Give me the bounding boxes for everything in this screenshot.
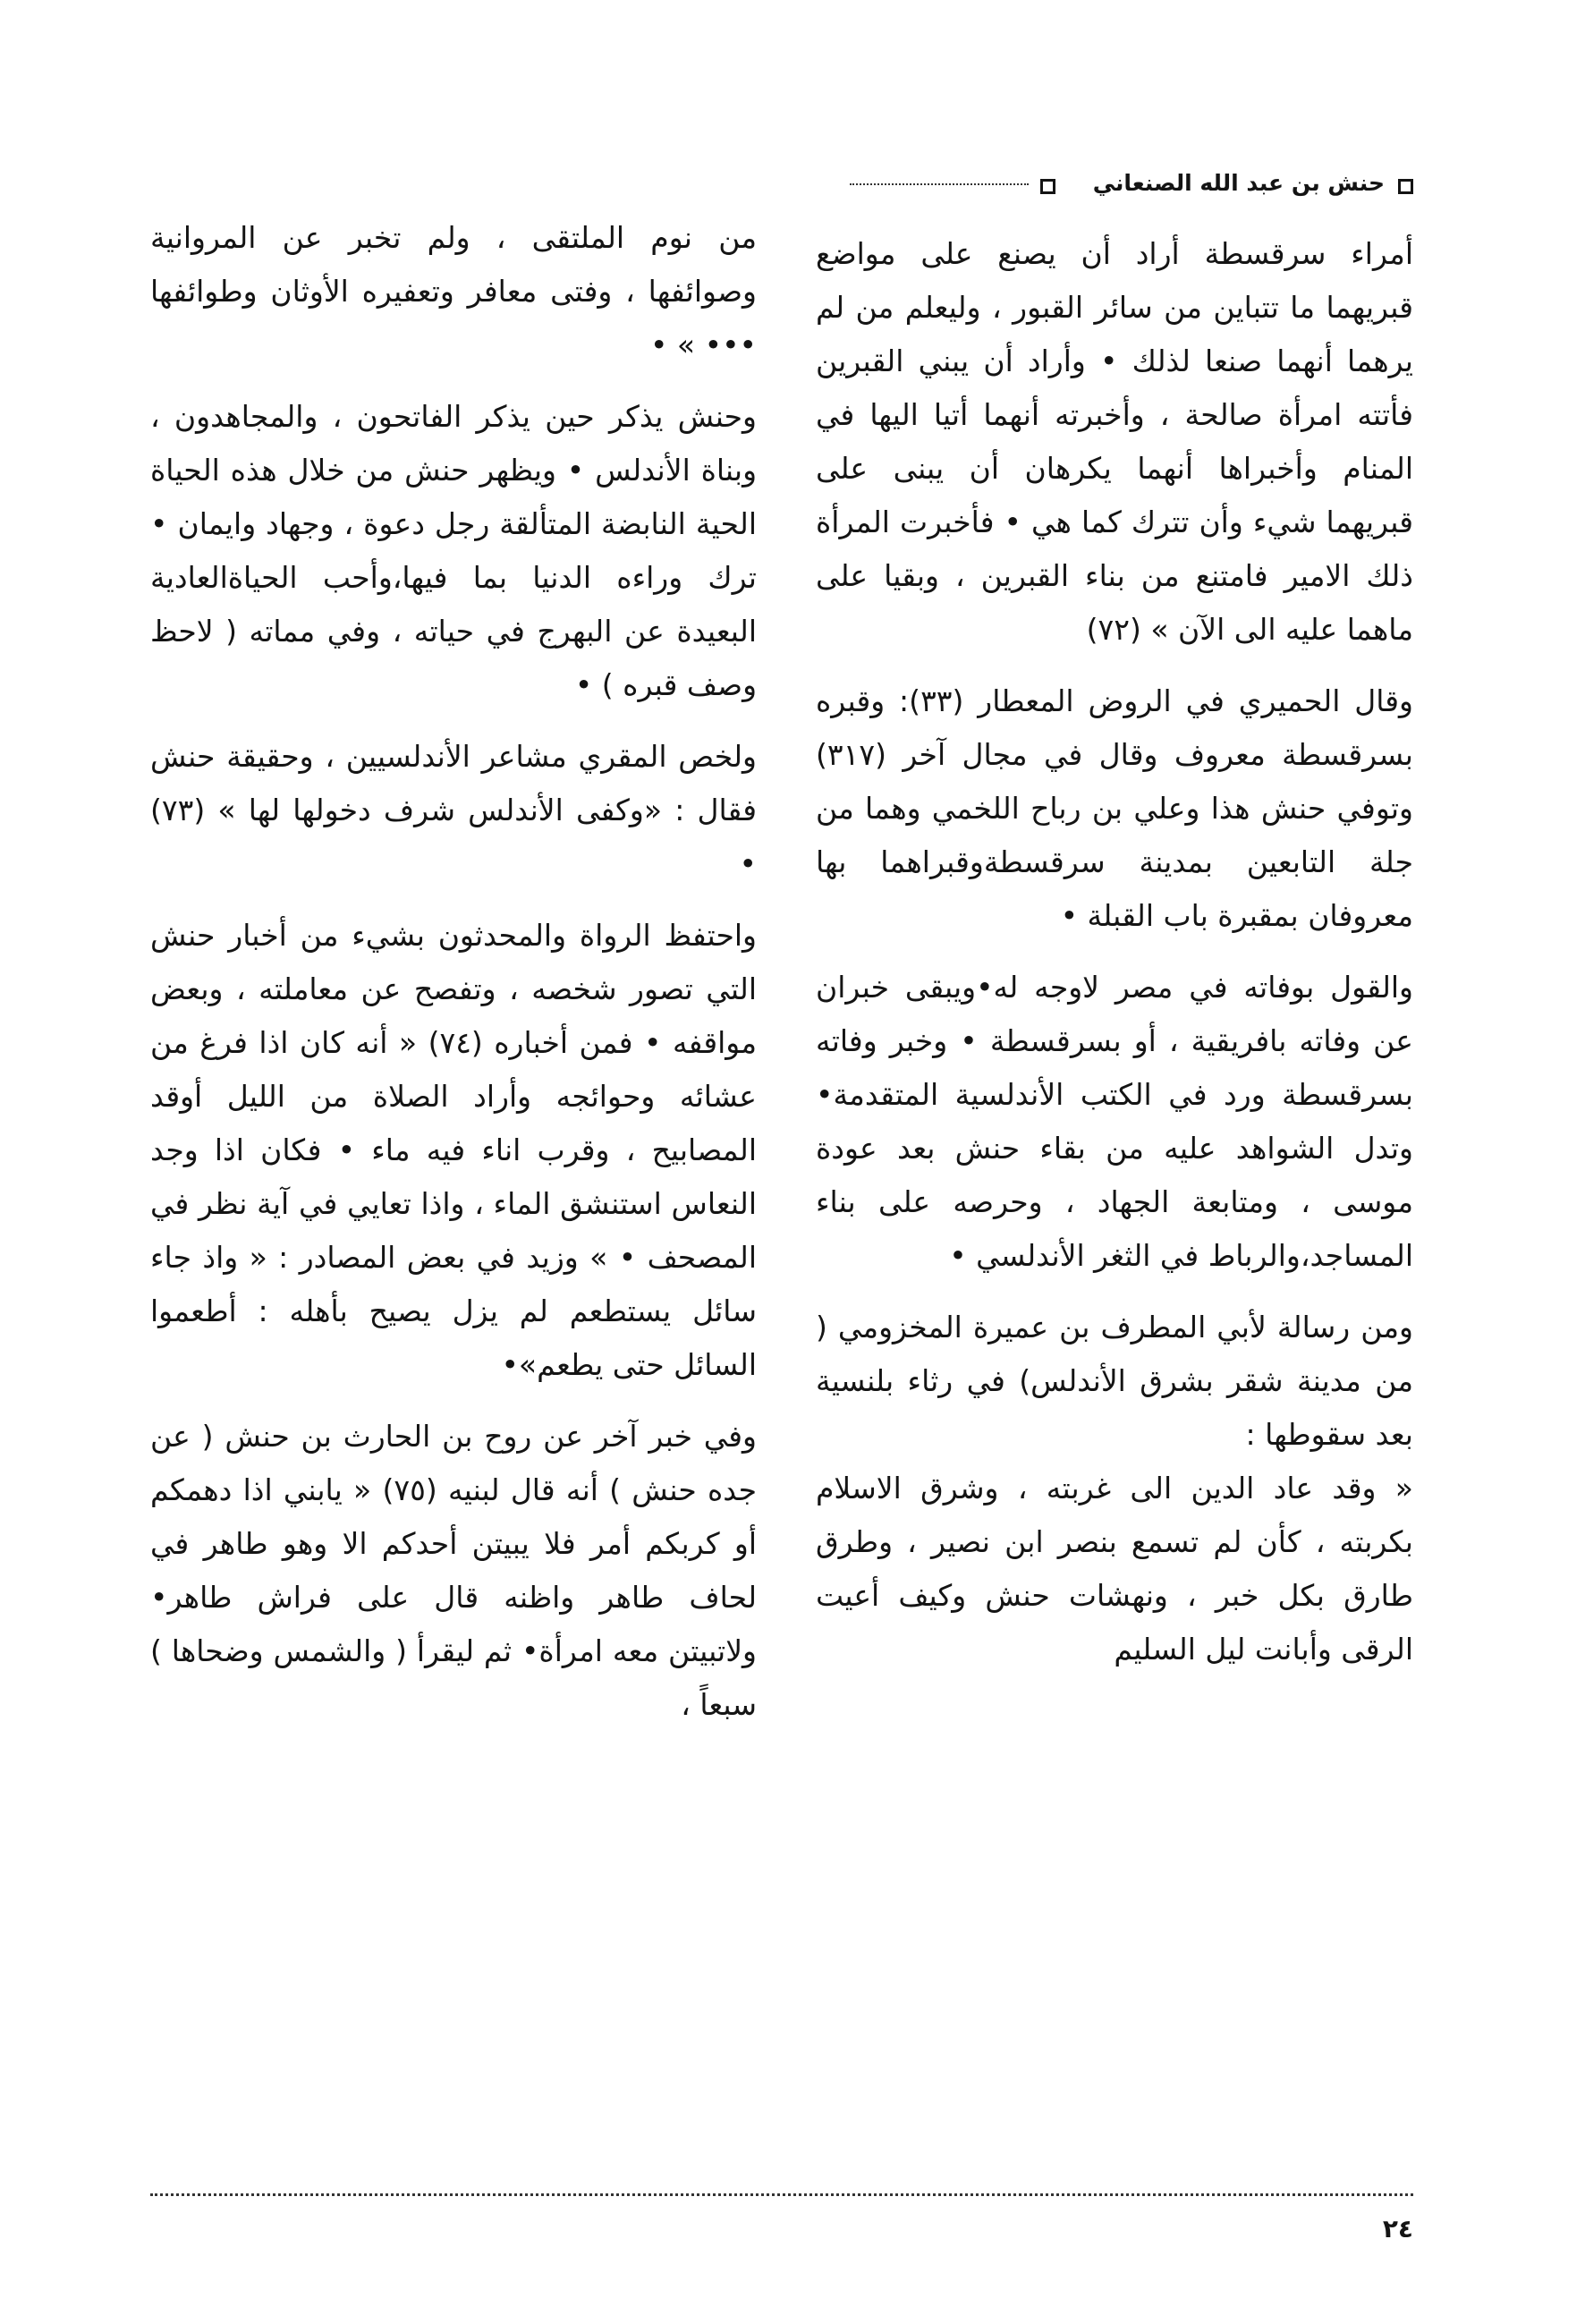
square-ornament-icon — [1398, 179, 1413, 194]
chapter-title: حنش بن عبد الله الصنعاني — [1092, 170, 1385, 196]
paragraph: وفي خبر آخر عن روح بن الحارث بن حنش ( عن جده حنش ) أنه قال لبنيه (٧٥) « يابني اذا دهمكم أو كربكم أمر فلا يبيتن أحدكم الا وهو طاهر في لحاف طاهر واظنه قال على فراش طاهر• ولاتبيتن معه امرأة• ثم ليقرأ ( والشمس وضحاها ) سبعاً ، — [150, 1419, 757, 1722]
paragraph: وحنش يذكر حين يذكر الفاتحون ، والمجاهدون ، وبناة الأندلس • ويظهر حنش من خلال هذه الحياة الحية النابضة المتألقة رجل دعوة ، وجهاد وايمان • ترك وراءه الدنيا بما فيها،وأحب الحياةالعادية البعيدة عن البهرج في حياته ، وفي مماته ( لاحظ وصف قبره ) • — [150, 399, 757, 702]
paragraph: وقال الحميري في الروض المعطار (٣٣): وقبره بسرقسطة معروف وقال في مجال آخر (٣١٧) وتوفي حنش هذا وعلي بن رباح اللخمي وهما من جلة التابعين بمدينة سرقسطةوقبراهما بها معروفان بمقبرة باب القبلة • — [816, 683, 1413, 933]
paragraph: ولخص المقري مشاعر الأندلسيين ، وحقيقة حنش فقال : «وكفى الأندلس شرف دخولها لها » (٧٣) • — [150, 739, 757, 881]
page-number: ٢٤ — [1382, 2214, 1413, 2243]
footer-dotted-rule — [150, 2193, 1413, 2196]
paragraph: « وقد عاد الدين الى غربته ، وشرق الاسلام بكربته ، كأن لم تسمع بنصر ابن نصير ، وطرق طارق بكل خبر ، ونهشات حنش وكيف أعيت الرقى وأبانت ليل السليم — [816, 1471, 1413, 1667]
square-ornament-icon — [1040, 179, 1055, 194]
header-dotted-rule — [850, 183, 1029, 185]
paragraph: والقول بوفاته في مصر لاوجه له•ويبقى خبران عن وفاته بافريقية ، أو بسرقسطة • وخبر وفاته بسرقسطة ورد في الكتب الأندلسية المتقدمة• وتدل الشواهد عليه من بقاء حنش بعد عودة موسى ، ومتابعة الجهاد ، وحرصه على بناء المساجد،والرباط في الثغر الأندلسي • — [816, 970, 1413, 1273]
right-text-column — [816, 227, 1413, 1694]
paragraph: من نوم الملتقى ، ولم تخبر عن المروانية وصوائفها ، وفتى معافر وتعفيره الأوثان وطوائفها ••• » • — [150, 220, 757, 362]
running-header — [161, 170, 1413, 209]
left-text-column — [150, 211, 757, 1750]
paragraph: واحتفظ الرواة والمحدثون بشيء من أخبار حنش التي تصور شخصه ، وتفصح عن معاملته ، وبعض مواقفه • فمن أخباره (٧٤) « أنه كان اذا فرغ من عشائه وحوائجه وأراد الصلاة من الليل أوقد المصابيح ، وقرب اناء فيه ماء • فكان اذا وجد النعاس استنشق الماء ، واذا تعايي في آية نظر في المصحف • » وزيد في بعض المصادر : « واذ جاء سائل يستطعم لم يزل يصيح بأهله : أطعموا السائل حتى يطعم»• — [150, 918, 757, 1382]
paragraph: أمراء سرقسطة أراد أن يصنع على مواضع قبريهما ما تتباين من سائر القبور ، وليعلم من لم يرهما أنهما صنعا لذلك • وأراد أن يبني القبرين فأتته امرأة صالحة ، وأخبرته أنهما أتيا اليها في المنام وأخبراها أنهما يكرهان أن يبنى على قبريهما شيء وأن تترك كما هي • فأخبرت المرأة ذلك الامير فامتنع من بناء القبرين ، وبقيا على ماهما عليه الى الآن » (٧٢) — [816, 236, 1413, 647]
paragraph: ومن رسالة لأبي المطرف بن عميرة المخزومي ( من مدينة شقر بشرق الأندلس) في رثاء بلنسية بعد سقوطها : — [816, 1310, 1413, 1452]
